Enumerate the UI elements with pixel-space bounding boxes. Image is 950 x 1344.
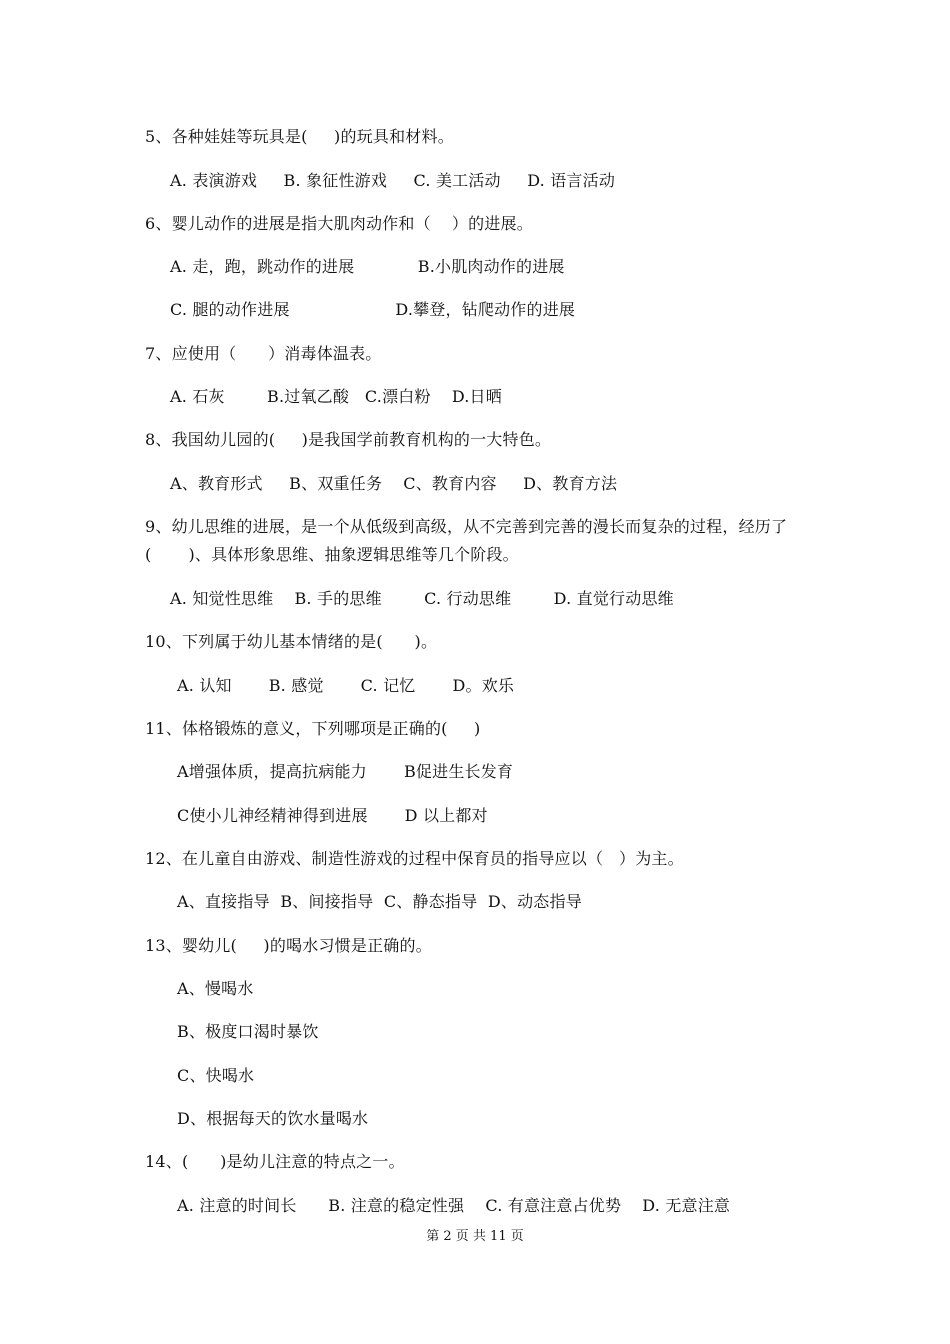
question-10-options: A. 认知 B. 感觉 C. 记忆 D。欢乐 <box>177 676 515 695</box>
question-7-stem: 7、应使用（ ）消毒体温表。 <box>145 344 382 363</box>
question-11-options-row2: C使小儿神经精神得到进展 D 以上都对 <box>177 806 488 825</box>
question-6-stem: 6、婴儿动作的进展是指大肌肉动作和（ ）的进展。 <box>145 214 533 233</box>
question-8-options: A、教育形式 B、双重任务 C、教育内容 D、教育方法 <box>170 474 618 493</box>
question-12-options: A、直接指导 B、间接指导 C、静态指导 D、动态指导 <box>177 892 582 911</box>
question-10-stem: 10、下列属于幼儿基本情绪的是( )。 <box>145 632 438 651</box>
question-8-stem: 8、我国幼儿园的( )是我国学前教育机构的一大特色。 <box>145 430 552 449</box>
question-13-option-b: B、极度口渴时暴饮 <box>177 1022 319 1041</box>
question-13-option-a: A、慢喝水 <box>177 979 254 998</box>
question-14-stem: 14、( )是幼儿注意的特点之一。 <box>145 1152 405 1171</box>
question-5-stem: 5、各种娃娃等玩具是( )的玩具和材料。 <box>145 127 454 146</box>
question-9-stem: 9、幼儿思维的进展，是一个从低级到高级，从不完善到完善的漫长而复杂的过程，经历了 <box>145 517 788 536</box>
question-13-option-c: C、快喝水 <box>177 1066 255 1085</box>
question-13-stem: 13、婴幼儿( )的喝水习惯是正确的。 <box>145 936 432 955</box>
question-7-options: A. 石灰 B.过氧乙酸 C.漂白粉 D.日晒 <box>170 387 502 406</box>
question-5-options: A. 表演游戏 B. 象征性游戏 C. 美工活动 D. 语言活动 <box>170 171 616 190</box>
page-footer: 第 2 页 共 11 页 <box>426 1229 524 1244</box>
question-6-options-row1: A. 走，跑，跳动作的进展 B.小肌肉动作的进展 <box>170 257 565 276</box>
question-13-option-d: D、根据每天的饮水量喝水 <box>177 1109 369 1128</box>
question-6-options-row2: C. 腿的动作进展 D.攀登，钻爬动作的进展 <box>170 300 576 319</box>
question-11-options-row1: A增强体质，提高抗病能力 B促进生长发育 <box>177 762 514 781</box>
question-14-options: A. 注意的时间长 B. 注意的稳定性强 C. 有意注意占优势 D. 无意注意 <box>177 1196 731 1215</box>
question-9-stem-continued: ( )、具体形象思维、抽象逻辑思维等几个阶段。 <box>145 545 519 564</box>
question-11-stem: 11、体格锻炼的意义，下列哪项是正确的( ) <box>145 719 481 738</box>
question-12-stem: 12、在儿童自由游戏、制造性游戏的过程中保育员的指导应以（ ）为主。 <box>145 849 684 868</box>
question-9-options: A. 知觉性思维 B. 手的思维 C. 行动思维 D. 直觉行动思维 <box>170 589 674 608</box>
